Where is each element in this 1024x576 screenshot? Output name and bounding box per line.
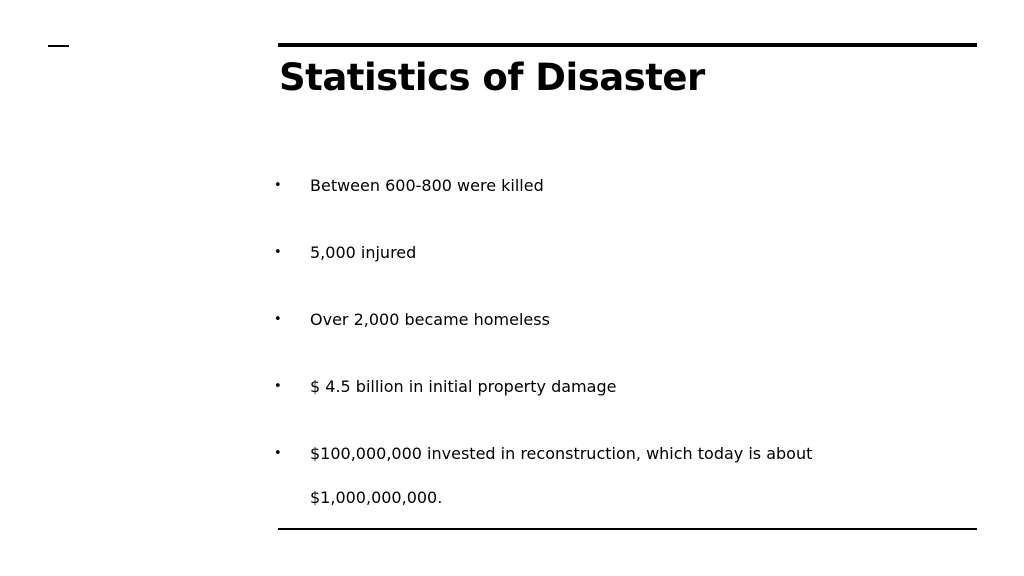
bullet-dot-icon: • (274, 178, 282, 193)
bullet-dot-icon: • (274, 312, 282, 327)
bullet-dot-icon: • (274, 245, 282, 260)
bullet-dot-icon: • (274, 446, 282, 461)
bottom-rule (278, 528, 977, 530)
bullet-text: $100,000,000 invested in reconstruction, which today is about $1,000,000,000. (310, 444, 813, 507)
corner-dash-decoration (48, 45, 69, 47)
bullet-text: Between 600-800 were killed (310, 176, 544, 195)
slide-title: Statistics of Disaster (279, 56, 705, 99)
bullet-text: Over 2,000 became homeless (310, 310, 550, 329)
title-top-rule (278, 43, 977, 47)
bullet-item (274, 306, 914, 334)
bullet-item (274, 373, 914, 401)
bullet-item (274, 239, 914, 267)
bullet-list (274, 172, 914, 559)
bullet-item (274, 172, 914, 200)
bullet-text: 5,000 injured (310, 243, 417, 262)
bullet-dot-icon: • (274, 379, 282, 394)
bullet-text: $ 4.5 billion in initial property damage (310, 377, 617, 396)
bullet-item (274, 432, 914, 520)
